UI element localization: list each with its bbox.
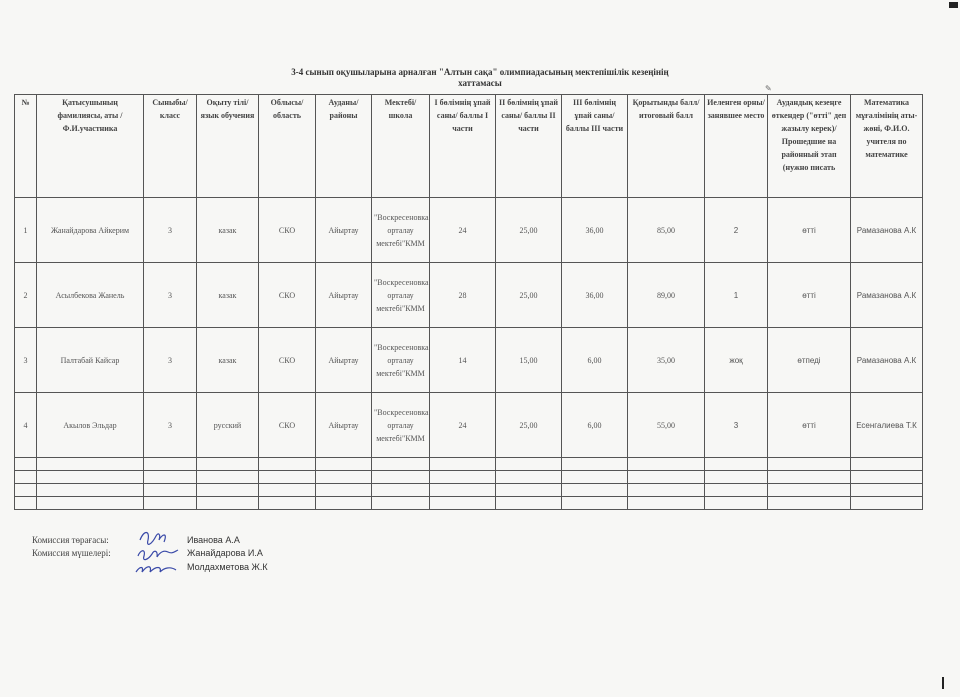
cell-lang: казак <box>197 198 259 263</box>
cell-lang: казак <box>197 328 259 393</box>
cell-name: Жанайдарова Айкерим <box>37 198 144 263</box>
cell-lang: русский <box>197 393 259 458</box>
cell-grade: 3 <box>144 393 197 458</box>
cell-total: 35,00 <box>628 328 705 393</box>
column-header: № <box>15 95 37 198</box>
cell-p1: 24 <box>430 198 496 263</box>
cell-school: "Воскресеновка орталау мектебі"КММ <box>372 393 430 458</box>
cell-p2: 25,00 <box>496 263 562 328</box>
table-row <box>15 198 923 263</box>
header-row <box>15 95 923 198</box>
cell-region: СКО <box>259 328 316 393</box>
cell-name: Асылбекова Жанель <box>37 263 144 328</box>
cell-p3: 36,00 <box>562 263 628 328</box>
table-row <box>15 263 923 328</box>
column-header: Қорытынды балл/ итоговый балл <box>628 95 705 198</box>
cell-grade: 3 <box>144 198 197 263</box>
cell-lang: казак <box>197 263 259 328</box>
results-table <box>14 94 923 510</box>
handwritten-signatures <box>128 526 188 578</box>
cell-district: Айыртау <box>316 263 372 328</box>
column-header: Мектебі/ школа <box>372 95 430 198</box>
cell-place: 1 <box>705 263 768 328</box>
column-header: Математика мұғалімінің аты-жөні, Ф.И.О. учителя по математике <box>851 95 923 198</box>
pen-tick-mark: ✎ <box>765 84 772 93</box>
cell-district: Айыртау <box>316 328 372 393</box>
cell-status: өтті <box>768 393 851 458</box>
cell-teacher: Рамазанова А.К <box>851 328 923 393</box>
column-header: Сыныбы/класс <box>144 95 197 198</box>
cell-p3: 6,00 <box>562 328 628 393</box>
cell-district: Айыртау <box>316 198 372 263</box>
cell-total: 89,00 <box>628 263 705 328</box>
cell-teacher: Рамазанова А.К <box>851 198 923 263</box>
cell-num: 2 <box>15 263 37 328</box>
cell-status: өтті <box>768 263 851 328</box>
cell-school: "Воскресеновка орталау мектебі"КММ <box>372 263 430 328</box>
empty-row <box>15 497 923 510</box>
column-header: І бөлімнің ұпай саны/ баллы І части <box>430 95 496 198</box>
cell-school: "Воскресеновка орталау мектебі"КММ <box>372 328 430 393</box>
cell-total: 55,00 <box>628 393 705 458</box>
empty-row <box>15 484 923 497</box>
cell-name: Палтабай Кайсар <box>37 328 144 393</box>
commission-member-1: Жанайдарова И.А <box>187 548 263 558</box>
column-header: Ауданы/ районы <box>316 95 372 198</box>
cell-district: Айыртау <box>316 393 372 458</box>
cell-grade: 3 <box>144 263 197 328</box>
cell-p2: 15,00 <box>496 328 562 393</box>
corner-mark <box>949 2 958 8</box>
column-header: ІІ бөлімнің ұпай саны/ баллы ІІ части <box>496 95 562 198</box>
cell-place: жоқ <box>705 328 768 393</box>
column-header: Облысы/ область <box>259 95 316 198</box>
cell-p3: 36,00 <box>562 198 628 263</box>
edge-mark <box>942 677 944 689</box>
cell-status: өтті <box>768 198 851 263</box>
cell-region: СКО <box>259 393 316 458</box>
cell-name: Акылов Эльдар <box>37 393 144 458</box>
column-header: Аудандық кезеңге өткендер ("өтті" деп жазылу керек)/ Прошедшие на районный этап (нужно писать <box>768 95 851 198</box>
title-line-1: 3-4 сынып оқушыларына арналған "Алтын сақа" олимпиадасының мектепішілік кезеңінің <box>291 67 669 77</box>
column-header: ІІІ бөлімнің ұпай саны/ баллы ІІІ части <box>562 95 628 198</box>
cell-region: СКО <box>259 198 316 263</box>
table-row <box>15 393 923 458</box>
cell-school: "Воскресеновка орталау мектебі"КММ <box>372 198 430 263</box>
empty-row <box>15 471 923 484</box>
cell-p1: 28 <box>430 263 496 328</box>
cell-num: 4 <box>15 393 37 458</box>
table-row <box>15 328 923 393</box>
commission-member-2: Молдахметова Ж.К <box>187 562 268 572</box>
cell-place: 3 <box>705 393 768 458</box>
cell-p1: 24 <box>430 393 496 458</box>
column-header: Қатысушының фамилиясы, аты /Ф.И.участника <box>37 95 144 198</box>
commission-members-label: Комиссия мүшелері: <box>32 548 111 558</box>
cell-num: 1 <box>15 198 37 263</box>
cell-p2: 25,00 <box>496 393 562 458</box>
cell-teacher: Есенгалиева Т.К <box>851 393 923 458</box>
cell-grade: 3 <box>144 328 197 393</box>
cell-p3: 6,00 <box>562 393 628 458</box>
column-header: Иеленген орны/ занявшее место <box>705 95 768 198</box>
cell-p1: 14 <box>430 328 496 393</box>
empty-row <box>15 458 923 471</box>
commission-chair-label: Комиссия төрағасы: <box>32 535 109 545</box>
cell-total: 85,00 <box>628 198 705 263</box>
cell-place: 2 <box>705 198 768 263</box>
title-line-2: хаттамасы <box>458 78 502 88</box>
cell-teacher: Рамазанова А.К <box>851 263 923 328</box>
cell-status: өтпеді <box>768 328 851 393</box>
column-header: Оқыту тілі/ язык обучения <box>197 95 259 198</box>
table-body <box>15 198 923 510</box>
cell-region: СКО <box>259 263 316 328</box>
commission-chair-name: Иванова А.А <box>187 535 240 545</box>
cell-num: 3 <box>15 328 37 393</box>
document-title <box>150 67 810 89</box>
cell-p2: 25,00 <box>496 198 562 263</box>
